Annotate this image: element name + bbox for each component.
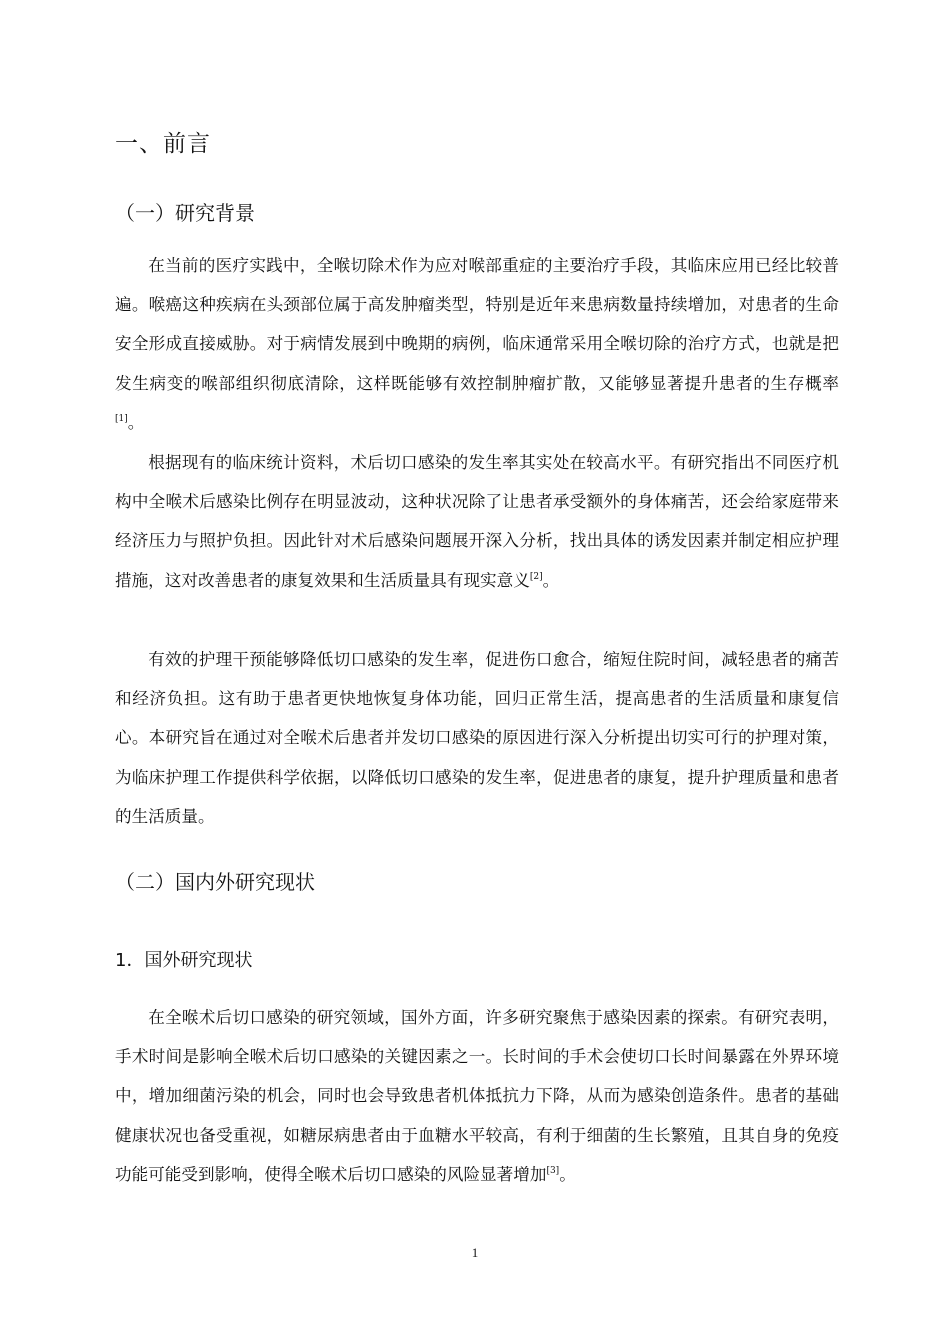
paragraph (115, 998, 839, 1194)
paragraph-end: 。 (542, 570, 560, 590)
citation-marker: [2] (529, 571, 543, 582)
paragraph-text: 有效的护理干预能够降低切口感染的发生率，促进伤口愈合，缩短住院时间，减轻患者的痛苦和经济负担。这有助于患者更快地恢复身体功能，回归正常生活，提高患者的生活质量和康复信心。本研究旨在通过对全喉术后患者并发切口感染的原因进行深入分析提出切实可行的护理对策，为临床护理工作提供科学依据，以降低切口感染的发生率，促进患者的康复，提升护理质量和患者的生活质量。 (115, 650, 839, 826)
paragraph (115, 246, 839, 442)
section-heading-research-background: （一）研究背景 (115, 201, 255, 225)
paragraph-text: 在当前的医疗实践中，全喉切除术作为应对喉部重症的主要治疗手段，其临床应用已经比较普遍。喉癌这种疾病在头颈部位属于高发肿瘤类型，特别是近年来患病数量持续增加，对患者的生命安全形成直接威胁。对于病情发展到中晚期的病例，临床通常采用全喉切除的治疗方式，也就是把发生病变的喉部组织彻底清除，这样既能够有效控制肿瘤扩散，又能够显著提升患者的生存概率 (115, 256, 839, 393)
chapter-heading: 一、前言 (115, 131, 211, 157)
paragraph-text: 在全喉术后切口感染的研究领域，国外方面，许多研究聚焦于感染因素的探索。有研究表明，手术时间是影响全喉术后切口感染的关键因素之一。长时间的手术会使切口长时间暴露在外界环境中，增加细菌污染的机会，同时也会导致患者机体抵抗力下降，从而为感染创造条件。患者的基础健康状况也备受重视，如糖尿病患者由于血糖水平较高，有利于细菌的生长繁殖，且其自身的免疫功能可能受到影响，使得全喉术后切口感染的风险显著增加 (115, 1008, 839, 1184)
paragraph-end: 。 (559, 1164, 576, 1184)
page-number: 1 (471, 1245, 479, 1260)
section-heading-research-status: （二）国内外研究现状 (115, 870, 315, 894)
subsection-heading-foreign-research: 1．国外研究现状 (115, 950, 253, 971)
citation-marker: [1] (115, 413, 128, 424)
paragraph (115, 640, 839, 836)
paragraph-text: 根据现有的临床统计资料，术后切口感染的发生率其实处在较高水平。有研究指出不同医疗机构中全喉术后感染比例存在明显波动，这种状况除了让患者承受额外的身体痛苦，还会给家庭带来经济压力与照护负担。因此针对术后感染问题展开深入分析，找出具体的诱发因素并制定相应护理措施，这对改善患者的康复效果和生活质量具有现实意义 (115, 453, 839, 590)
citation-marker: [3] (546, 1165, 560, 1176)
paragraph (115, 443, 839, 600)
paragraph-end: 。 (127, 412, 145, 432)
